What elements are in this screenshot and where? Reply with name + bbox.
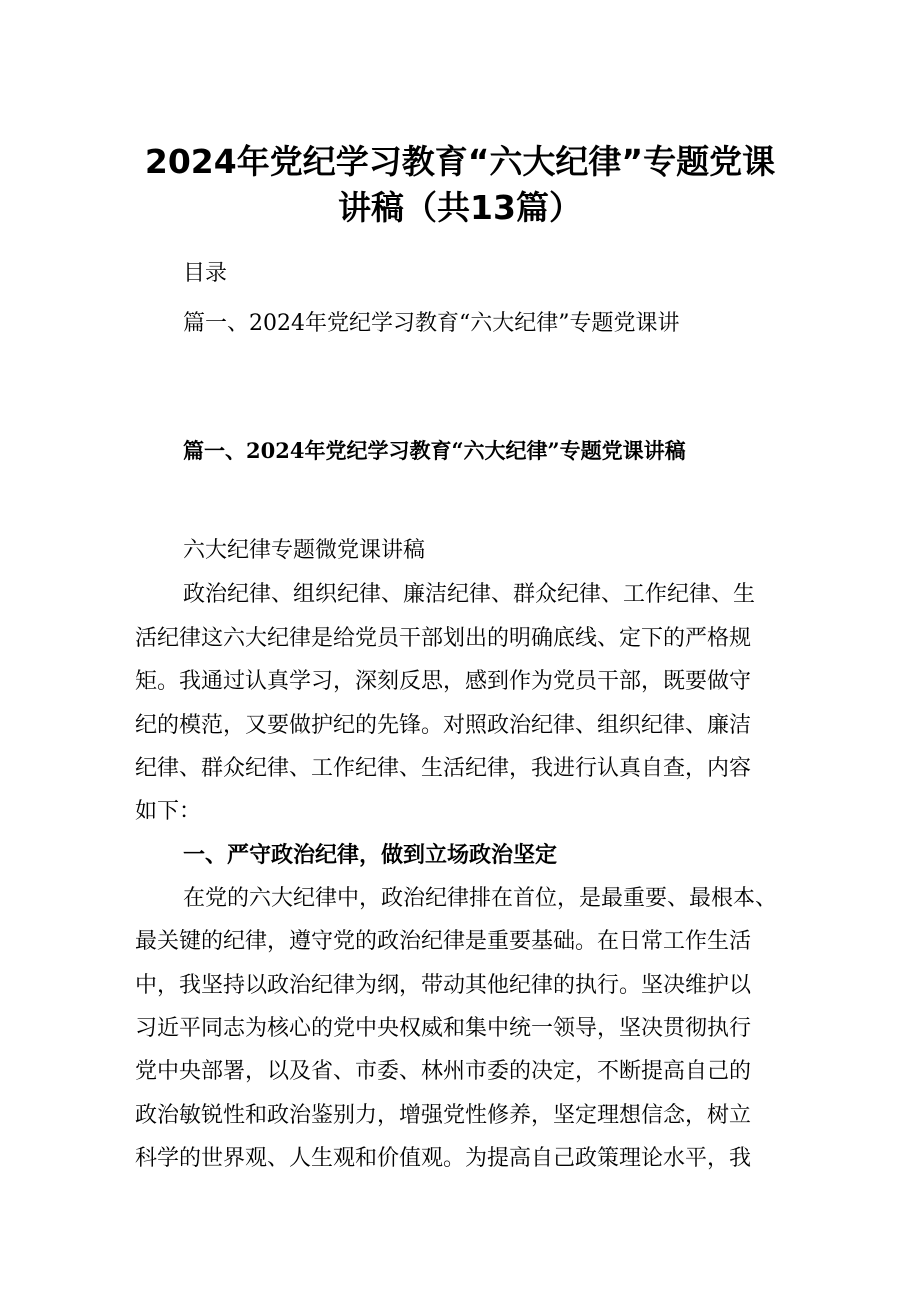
document-title-line-2: 讲稿（共13篇） — [338, 188, 582, 227]
paragraph-line: 活纪律这六大纪律是给党员干部划出的明确底线、定下的严格规 — [135, 626, 752, 651]
point-heading: 一、严守政治纪律，做到立场政治坚定 — [183, 842, 558, 868]
paragraph-line: 党中央部署，以及省、市委、林州市委的决定，不断提高自己的 — [135, 1059, 752, 1084]
paragraph-line: 如下： — [135, 799, 202, 824]
document-title-line-1: 2024年党纪学习教育“六大纪律”专题党课 — [144, 142, 776, 181]
paragraph-line: 纪律、群众纪律、工作纪律、生活纪律，我进行认真自查，内容 — [135, 756, 752, 781]
toc-item[interactable]: 篇一、2024年党纪学习教育“六大纪律”专题党课讲 — [183, 311, 680, 336]
paragraph-line: 在党的六大纪律中，政治纪律排在首位，是最重要、最根本、 — [183, 886, 778, 911]
paragraph-line: 政治纪律、组织纪律、廉洁纪律、群众纪律、工作纪律、生 — [183, 582, 756, 607]
paragraph-line: 政治敏锐性和政治鉴别力，增强党性修养，坚定理想信念，树立 — [135, 1103, 752, 1128]
paragraph-line: 中，我坚持以政治纪律为纲，带动其他纪律的执行。坚决维护以 — [135, 973, 752, 998]
toc-label: 目录 — [183, 261, 228, 286]
paragraph-line: 矩。我通过认真学习，深刻反思，感到作为党员干部，既要做守 — [135, 669, 752, 694]
section-heading: 篇一、2024年党纪学习教育“六大纪律”专题党课讲稿 — [183, 438, 686, 463]
paragraph-line: 最关键的纪律，遵守党的政治纪律是重要基础。在日常工作生活 — [135, 929, 752, 954]
paragraph-line: 习近平同志为核心的党中央权威和集中统一领导，坚决贯彻执行 — [135, 1016, 752, 1041]
subtitle: 六大纪律专题微党课讲稿 — [183, 538, 426, 563]
paragraph-line: 纪的模范，又要做护纪的先锋。对照政治纪律、组织纪律、廉洁 — [135, 713, 752, 738]
paragraph-line: 科学的世界观、人生观和价值观。为提高自己政策理论水平，我 — [135, 1146, 752, 1171]
